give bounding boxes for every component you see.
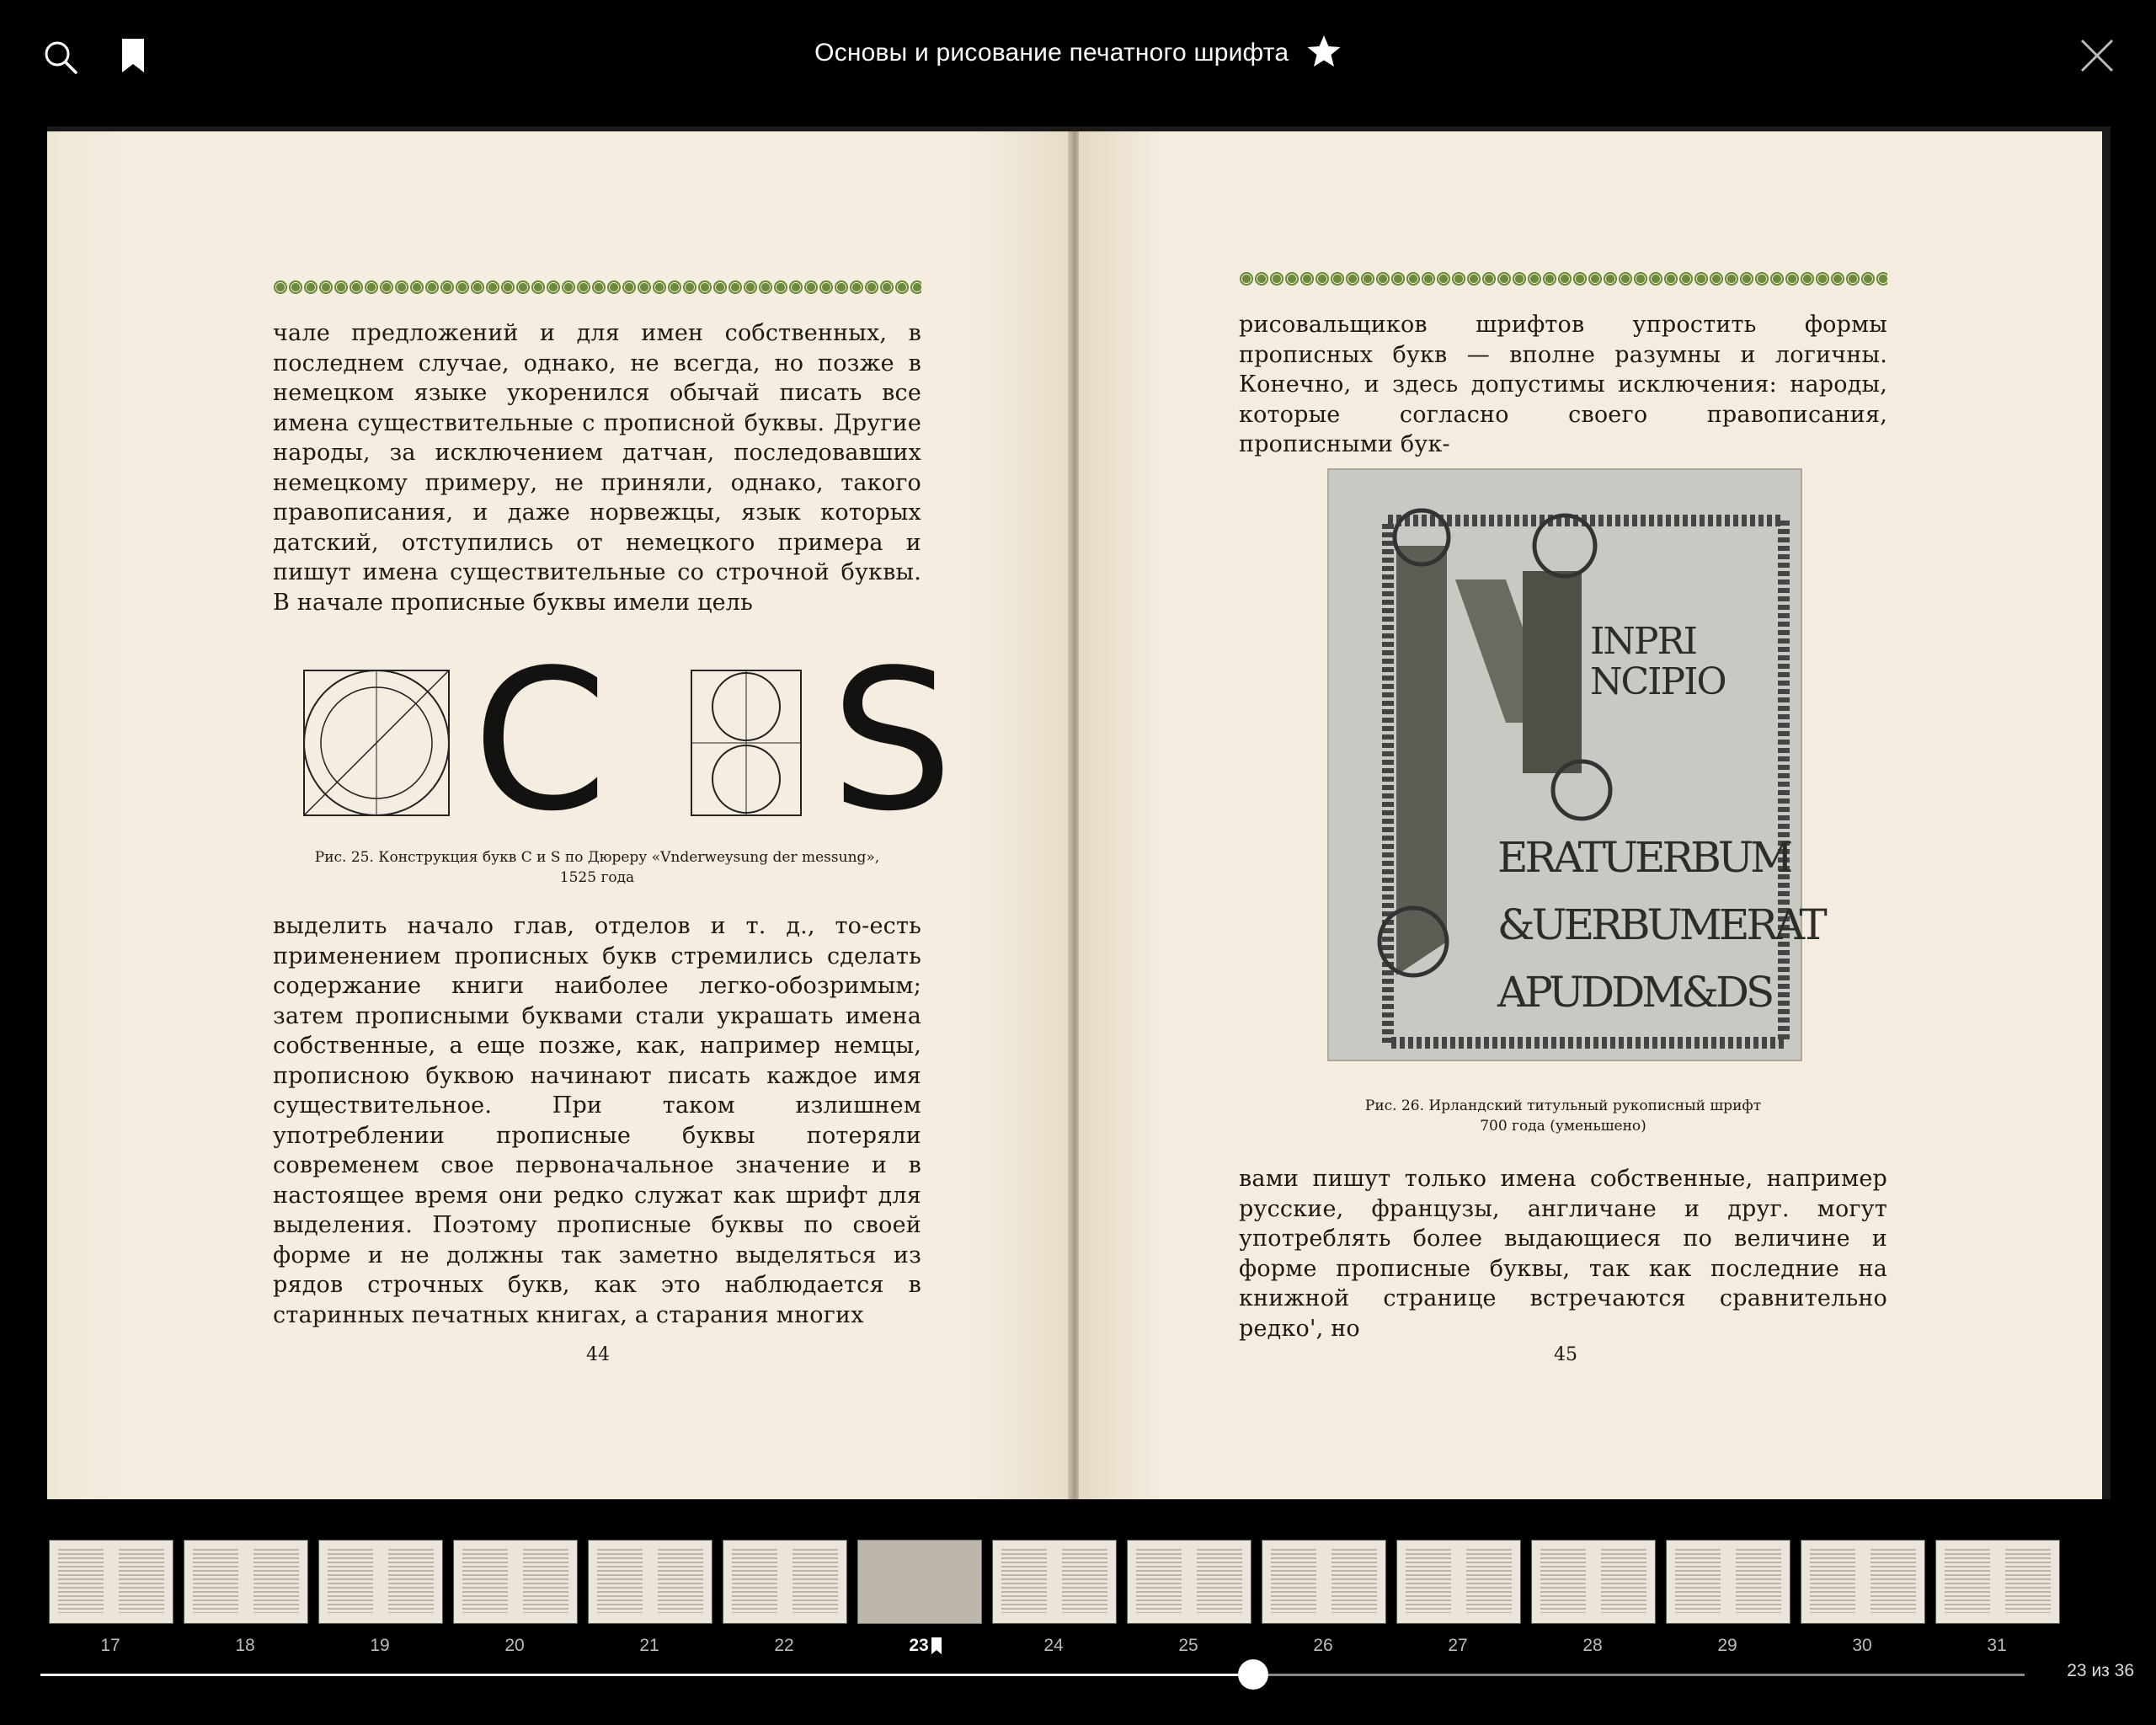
- thumbnail-page[interactable]: [992, 1540, 1117, 1624]
- page-number-right: 45: [1554, 1344, 1577, 1365]
- thumbnail-page[interactable]: [1262, 1540, 1386, 1624]
- thumbnail-page[interactable]: [1531, 1540, 1656, 1624]
- thumbnail-page[interactable]: [1801, 1540, 1925, 1624]
- thumbnail-label: 23: [909, 1636, 929, 1655]
- manuscript-line: &UERBUMERAT: [1497, 900, 1824, 949]
- book-title: Основы и рисование печатного шрифта: [814, 39, 1289, 67]
- page-slider-fill: [40, 1674, 1253, 1676]
- thumbnail-label: 26: [1313, 1636, 1333, 1655]
- thumbnail-label: 28: [1582, 1636, 1603, 1655]
- thumbnail-page[interactable]: [1666, 1540, 1790, 1624]
- s-construction-diagram: [675, 654, 818, 830]
- thumbnail-page[interactable]: [318, 1540, 443, 1624]
- manuscript-line: APUDDM&DS: [1497, 968, 1772, 1017]
- thumbnail-label: 25: [1178, 1636, 1198, 1655]
- book-title-bar: [0, 35, 2156, 71]
- manuscript-text-top: [1590, 622, 1726, 702]
- thumbnail-page[interactable]: [723, 1540, 847, 1624]
- caption-line: 700 года (уменьшено): [1480, 1118, 1646, 1135]
- caption-line: Рис. 25. Конструкция букв C и S по Дюреру «Vnderweysung der messung»,: [314, 849, 880, 866]
- thumbnail-page[interactable]: [184, 1540, 308, 1624]
- thumbnail-label: 20: [504, 1636, 525, 1655]
- page-counter: 23 из 36: [2067, 1661, 2134, 1680]
- thumbnail-page[interactable]: [857, 1540, 982, 1624]
- bookmark-icon: [931, 1637, 942, 1654]
- caption-line: Рис. 26. Ирландский титульный рукописный шрифт: [1364, 1097, 1762, 1114]
- top-bar: [0, 0, 2156, 118]
- star-icon[interactable]: [1306, 34, 1342, 69]
- thumbnail-page[interactable]: [49, 1540, 173, 1624]
- ornament-border: [273, 280, 921, 295]
- thumbnail-page[interactable]: [1127, 1540, 1251, 1624]
- thumbnail-strip: [0, 1535, 2156, 1661]
- thumbnail-label: 17: [100, 1636, 120, 1655]
- close-icon[interactable]: [2077, 35, 2117, 76]
- figure-26-caption: [1239, 1096, 1887, 1136]
- thumbnail-label: 30: [1852, 1636, 1872, 1655]
- page-slider[interactable]: [40, 1674, 2025, 1676]
- thumbnail-label: 27: [1448, 1636, 1468, 1655]
- ornament-border: [1239, 271, 1887, 286]
- page-left: [47, 131, 1070, 1499]
- page-slider-knob[interactable]: [1238, 1659, 1268, 1690]
- book-spread[interactable]: [47, 126, 2111, 1499]
- manuscript-line: INPRI: [1590, 620, 1696, 663]
- caption-line: 1525 года: [559, 869, 635, 886]
- thumbnail-label: 21: [639, 1636, 659, 1655]
- letter-s: S: [830, 629, 953, 854]
- manuscript-line: NCIPIO: [1590, 660, 1726, 703]
- thumbnail-label: 29: [1717, 1636, 1737, 1655]
- letter-c: C: [472, 629, 608, 854]
- right-paragraph-2: вами пишут только имена собственные, например русские, французы, англичане и друг. могут употреблять более выдающиеся по величине и форме прописные буквы, так как последние на книжной странице встречаются сравнительно редко', но: [1239, 1166, 1887, 1342]
- thumbnail-label: 22: [774, 1636, 794, 1655]
- thumbnail-label: 19: [370, 1636, 390, 1655]
- right-paragraph-1: рисовальщиков шрифтов упростить формы прописных букв — вполне разумны и логичны. Конечно, и здесь допустимы исключения: народы, которые согласно своего правописания, прописными бук-: [1239, 312, 1887, 457]
- thumbnail-page[interactable]: [1396, 1540, 1521, 1624]
- page-right: [1079, 131, 2102, 1499]
- figure-irish-manuscript: [1327, 468, 1824, 1061]
- thumbnail-label: 24: [1043, 1636, 1064, 1655]
- page-number-left: 44: [586, 1344, 610, 1365]
- thumbnail-page[interactable]: [588, 1540, 712, 1624]
- c-construction-diagram: [291, 654, 460, 830]
- figure-25-caption: [273, 847, 921, 888]
- manuscript-text-bottom: [1497, 824, 1824, 1026]
- thumbnail-label: 31: [1987, 1636, 2007, 1655]
- thumbnail-page[interactable]: [1935, 1540, 2060, 1624]
- left-paragraph-2: выделить начало глав, отделов и т. д., то-есть применением прописных букв стремились сделать содержание книги наиболее легко-обозримым; затем прописными буквами стали украшать имена собственные, а еще позже, как, например немцы, прописною буквою начинают писать каждое имя существительное. При таком излишнем употреблении прописные буквы потеряли современем свое первоначальное значение и в настоящее время они редко служат как шрифт для выделения. Поэтому прописные буквы по своей форме и не должны так заметно выделяться из рядов строчных букв, как это наблюдается в старинных печатных книгах, а старания многих: [273, 913, 921, 1328]
- thumbnail-label: 18: [235, 1636, 255, 1655]
- manuscript-line: ERATUERBUM: [1497, 833, 1790, 882]
- figure-durer-letters: [291, 629, 965, 854]
- thumbnail-page[interactable]: [453, 1540, 578, 1624]
- left-paragraph-1: чале предложений и для имен собственных, в последнем случае, однако, не всегда, но позже в немецком языке укоренился обычай писать все имена существительные с прописной буквы. Другие народы, за исключением датчан, последовавших немецкому примеру, не приняли, однако, такого правописания, и даже норвежцы, язык которых датский, отступились от немецкого примера и пишут имена существительные со строчной буквы. В начале прописные буквы имели цель: [273, 320, 921, 616]
